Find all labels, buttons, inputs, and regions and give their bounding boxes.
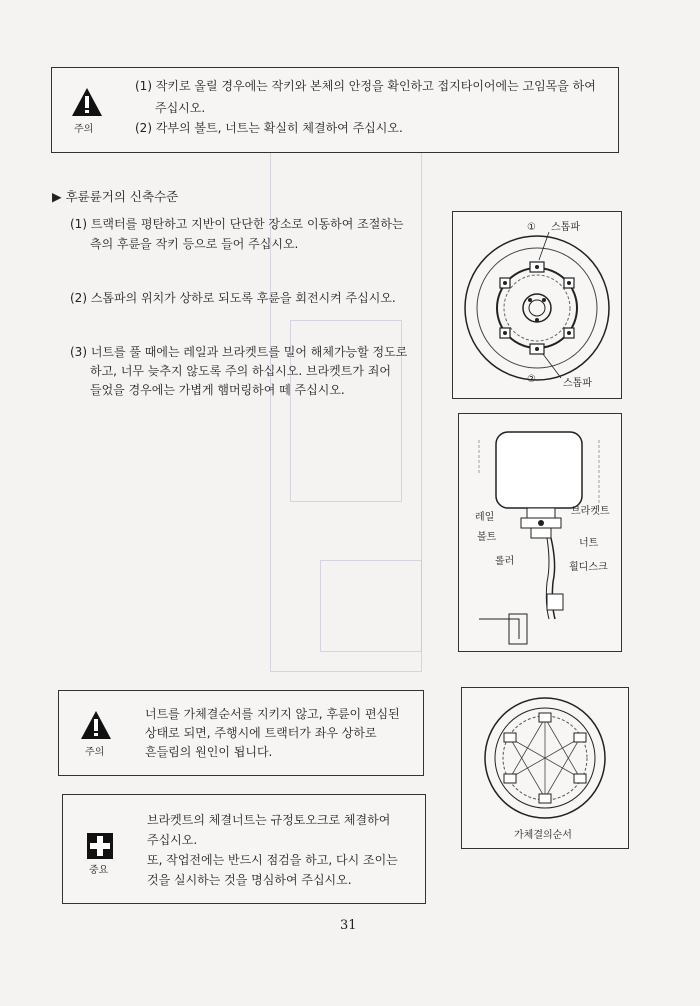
step-2-line: (2) 스톱파의 위치가 상하로 되도록 후륜을 회전시켜 주십시오. <box>70 291 396 305</box>
figure-caption: 가체결의순서 <box>514 830 572 841</box>
warning-icon <box>70 86 104 118</box>
label-rail: 레일 <box>475 512 495 523</box>
label-roller: 롤러 <box>495 556 515 567</box>
page-number: 31 <box>340 918 357 933</box>
caution-text-line: 너트를 가체결순서를 지키지 않고, 후륜이 편심된 <box>145 707 400 721</box>
important-text-line: 또, 작업전에는 반드시 점검을 하고, 다시 조이는 <box>147 853 398 867</box>
figure-tightening-order <box>461 687 629 849</box>
important-text-line: 것을 실시하는 것을 명심하여 주십시오. <box>147 873 352 887</box>
label-bolt: 볼트 <box>477 532 497 543</box>
figure-bracket-detail <box>458 413 622 652</box>
stopper-label: 스톱파 <box>563 378 592 389</box>
important-text-line: 브라켓트의 체결너트는 규정토오크로 체결하여 <box>147 813 391 827</box>
label-bracket: 브라켓트 <box>571 506 610 517</box>
important-text-line: 주십시오. <box>147 833 198 847</box>
stopper-label: 스톱파 <box>551 222 580 233</box>
tightening-order-diagram <box>462 688 628 848</box>
caution-label: 주의 <box>74 124 94 135</box>
step-1-line: 측의 후륜을 작키 등으로 들어 주십시오. <box>90 237 299 251</box>
caution-text-line: (2) 각부의 볼트, 너트는 확실히 체결하여 주십시오. <box>135 121 403 135</box>
caution-label: 주의 <box>85 747 105 758</box>
caution-text-line: (1) 작키로 올릴 경우에는 작키와 본체의 안정을 확인하고 접지타이어에는 고임목을 하여 <box>135 79 596 93</box>
label-wheel-disc: 휠디스크 <box>569 562 608 573</box>
mark-2: ② <box>527 374 536 385</box>
section-title: ▶ 후륜륜거의 신축수준 <box>52 189 179 204</box>
important-icon <box>87 833 113 859</box>
step-1-line: (1) 트랙터를 평탄하고 지반이 단단한 장소로 이동하여 조절하는 <box>70 217 404 231</box>
bleed-through-frame <box>320 560 422 652</box>
mark-1: ① <box>527 222 536 233</box>
label-nut: 너트 <box>579 538 599 549</box>
warning-icon <box>79 709 113 741</box>
wheel-diagram <box>453 212 621 398</box>
figure-wheel-stoppers <box>452 211 622 399</box>
caution-text-line: 흔들림의 원인이 됩니다. <box>145 745 273 759</box>
step-3-line: 들었을 경우에는 가볍게 햄머링하여 떼 주십시오. <box>90 383 345 397</box>
top-caution-box <box>51 67 619 153</box>
caution-text-line: 상태로 되면, 주행시에 트랙터가 좌우 상하로 <box>145 726 377 740</box>
caution-text-line: 주십시오. <box>155 101 206 115</box>
important-box <box>62 794 426 904</box>
step-3-line: (3) 너트를 풀 때에는 레일과 브라켓트를 밀어 해체가능할 정도로 <box>70 345 408 359</box>
important-label: 중요 <box>89 865 109 876</box>
step-3-line: 하고, 너무 늦추지 않도록 주의 하십시오. 브라켓트가 죄어 <box>90 364 391 378</box>
middle-caution-box <box>58 690 424 776</box>
